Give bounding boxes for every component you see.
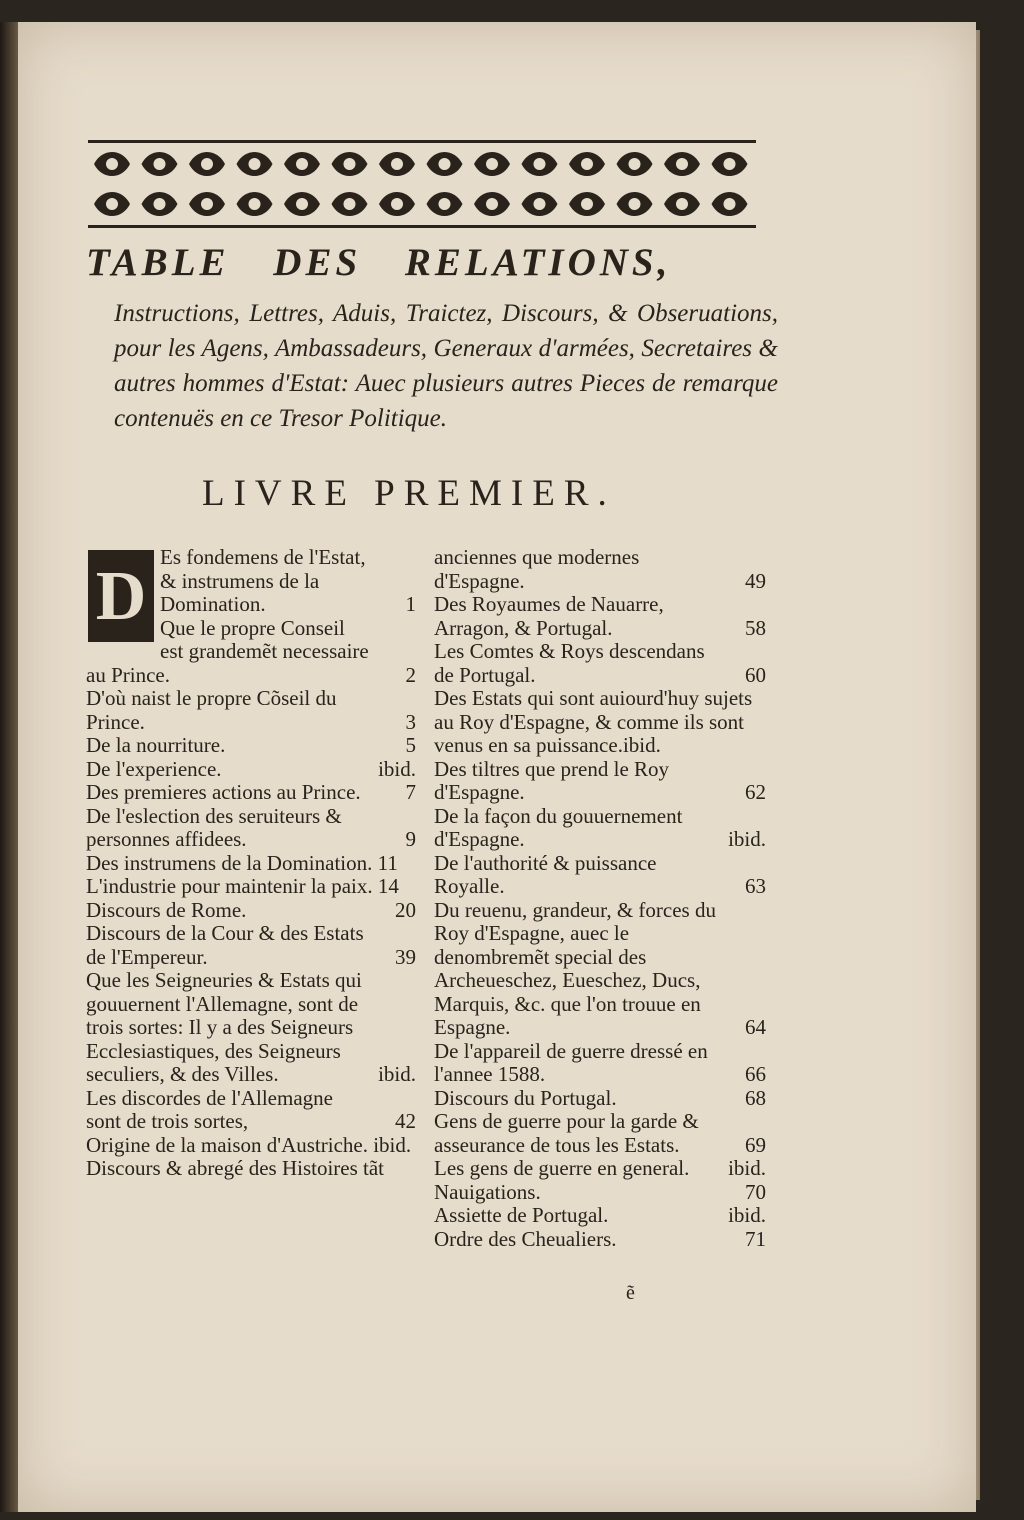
toc-entry [434, 758, 766, 805]
toc-entry [86, 1157, 416, 1181]
entry-text: Discours & abregé des Histoires tãt [86, 1156, 385, 1180]
entry-text: De l'appareil de guerre dressé en l'annee 1588. [434, 1038, 708, 1086]
toc-entry [86, 805, 416, 852]
entry-text: L'industrie pour maintenir la paix. 14 [86, 874, 399, 898]
table-title: TABLE DES RELATIONS, [86, 241, 672, 284]
page-number: 60 [745, 662, 766, 687]
entry-text: Des Royaumes de Nauarre, Arragon, & Portugal. [434, 592, 664, 640]
page-number: 66 [745, 1062, 766, 1086]
toc-entry [86, 617, 416, 688]
ornament-motif [189, 192, 225, 216]
toc-entry [434, 1087, 766, 1111]
toc-entry [434, 805, 766, 852]
page-number: 49 [745, 568, 766, 593]
ornament-motif [332, 192, 368, 216]
page-number: 71 [745, 1226, 766, 1251]
ornament-motif [237, 152, 273, 176]
entry-text: De la façon du gouuernement d'Espagne. [434, 803, 683, 851]
entry-text: Des premieres actions au Prince. [86, 780, 361, 804]
page-number: ibid. [728, 827, 766, 851]
entry-text: anciennes que modernes d'Espagne. [434, 545, 640, 593]
ornament-motif [332, 152, 368, 176]
entry-text: Es fondemens de l'Estat, & instrumens de la Domination. [160, 545, 366, 616]
right-entries [434, 546, 766, 1251]
left-entries [86, 546, 416, 1181]
ornament-motif [142, 192, 178, 216]
entry-text: De l'authorité & puissance Royalle. [434, 850, 657, 898]
toc-entry [434, 1228, 766, 1252]
toc-entry [86, 781, 416, 805]
page-number: ibid. [378, 1062, 416, 1086]
page-number: 1 [405, 592, 416, 616]
ornament-motif [664, 152, 700, 176]
page-number: 64 [745, 1015, 766, 1039]
ornament-motif [522, 152, 558, 176]
page-number: ibid. [378, 756, 416, 781]
entry-text: Discours du Portugal. [434, 1085, 617, 1110]
ornament-motif [94, 152, 130, 176]
left-column [86, 546, 416, 1181]
toc-entry [86, 922, 416, 969]
ornament-motif [237, 192, 273, 216]
toc-entry [434, 1110, 766, 1157]
entry-text: Des instrumens de la Domination. 11 [86, 850, 398, 875]
ornament-motif [474, 152, 510, 176]
entry-text: Nauigations. [434, 1179, 541, 1204]
toc-entry [86, 899, 416, 923]
ornament-motif [569, 192, 605, 216]
entry-text: Que les Seigneuries & Estats qui gouuernent l'Allemagne, sont de trois sortes: Il y a des Seigneurs Ecclesiastiques, des Seigneurs seculiers, & des Villes. [86, 968, 362, 1086]
ornament-motif [427, 152, 463, 176]
ornament-motif [142, 152, 178, 176]
page-number: 2 [405, 662, 416, 687]
toc-entry [86, 1134, 416, 1158]
page-number: 39 [395, 944, 416, 969]
page-number: 20 [395, 897, 416, 922]
toc-entry [86, 758, 416, 782]
page-number: ibid. [728, 1156, 766, 1180]
toc-entry [86, 687, 416, 734]
toc-entry [434, 899, 766, 1040]
entry-text: Les gens de guerre en general. [434, 1156, 690, 1180]
toc-entry [86, 1087, 416, 1134]
toc-entry [86, 969, 416, 1087]
entry-text: Ordre des Cheualiers. [434, 1226, 617, 1251]
ornament-motif [617, 192, 653, 216]
page-number: 63 [745, 874, 766, 898]
dropcap-letter: D [95, 558, 147, 635]
ornament-motif [569, 152, 605, 176]
page-number: 70 [745, 1179, 766, 1204]
toc-entry [434, 1157, 766, 1181]
ornament-motif [664, 192, 700, 216]
page-number: 9 [405, 827, 416, 851]
entry-text: De l'experience. [86, 756, 222, 781]
entry-text: De la nourriture. [86, 733, 226, 757]
ornament-motif [712, 152, 748, 176]
entry-text: Des Estats qui sont auiourd'huy sujets au Roy d'Espagne, & comme ils sont venus en sa puissance.ibid. [434, 686, 753, 757]
page-number: 3 [405, 709, 416, 734]
ornament-motif [284, 192, 320, 216]
entry-text: Les discordes de l'Allemagne sont de trois sortes, [86, 1085, 333, 1133]
page-number: 7 [405, 780, 416, 804]
ornament-motif [474, 192, 510, 216]
page-number: 69 [745, 1132, 766, 1157]
page-number: ibid. [728, 1203, 766, 1227]
toc-entry [86, 734, 416, 758]
toc-entry [434, 1040, 766, 1087]
entry-text: Des tiltres que prend le Roy d'Espagne. [434, 756, 670, 804]
entry-text: Les Comtes & Roys descendans de Portugal. [434, 639, 705, 687]
entry-text: D'où naist le propre Cõseil du Prince. [86, 686, 337, 734]
ornament-motif [189, 152, 225, 176]
toc-entry [434, 546, 766, 593]
toc-entry [86, 546, 416, 617]
entry-text: Que le propre Conseil est grandemẽt necessaire au Prince. [86, 615, 369, 687]
entry-text: Discours de Rome. [86, 897, 247, 922]
ornament-motif [94, 192, 130, 216]
entry-text: Du reuenu, grandeur, & forces du Roy d'Espagne, auec le denombremẽt special des Archeueschez, Eueschez, Ducs, Marquis, &c. que l'on trouue en Espagne. [434, 897, 716, 1039]
book-heading: LIVRE PREMIER. [202, 473, 616, 514]
ornament-motif [284, 152, 320, 176]
entry-text: Assiette de Portugal. [434, 1203, 609, 1227]
toc-entry [434, 593, 766, 640]
entry-text: Gens de guerre pour la garde & asseurance de tous les Estats. [434, 1109, 699, 1157]
page-number: 58 [745, 615, 766, 640]
page-number: 62 [745, 780, 766, 804]
signature-mark: ẽ [626, 1282, 635, 1304]
page-number: 5 [405, 733, 416, 757]
ornament-motif [522, 192, 558, 216]
page-number: 42 [395, 1109, 416, 1133]
ornament-motif [712, 192, 748, 216]
ornament-motif [379, 192, 415, 216]
ornament-motif [617, 152, 653, 176]
entry-text: Origine de la maison d'Austriche. ibid. [86, 1132, 412, 1157]
entry-text: Discours de la Cour & des Estats de l'Empereur. [86, 921, 364, 969]
ornament-motif [427, 192, 463, 216]
page-number: 68 [745, 1085, 766, 1110]
right-column [434, 546, 766, 1251]
toc-entry [434, 1181, 766, 1205]
toc-entry [434, 1204, 766, 1228]
toc-entry [434, 852, 766, 899]
toc-entry [434, 687, 766, 758]
entry-text: De l'eslection des seruiteurs & personnes affidees. [86, 803, 342, 851]
toc-entry [434, 640, 766, 687]
ornament-motif [379, 152, 415, 176]
toc-entry [86, 875, 416, 899]
toc-entry [86, 852, 416, 876]
table-subtitle: Instructions, Lettres, Aduis, Traictez, Discours, & Obseruations, pour les Agens, Ambassadeurs, Generaux d'armées, Secretaires & autres hommes d'Estat: Auec plusieurs autres Pieces de remarque contenuës en ce Tresor Politique. [114, 300, 778, 432]
ornamental-headband [88, 138, 756, 230]
